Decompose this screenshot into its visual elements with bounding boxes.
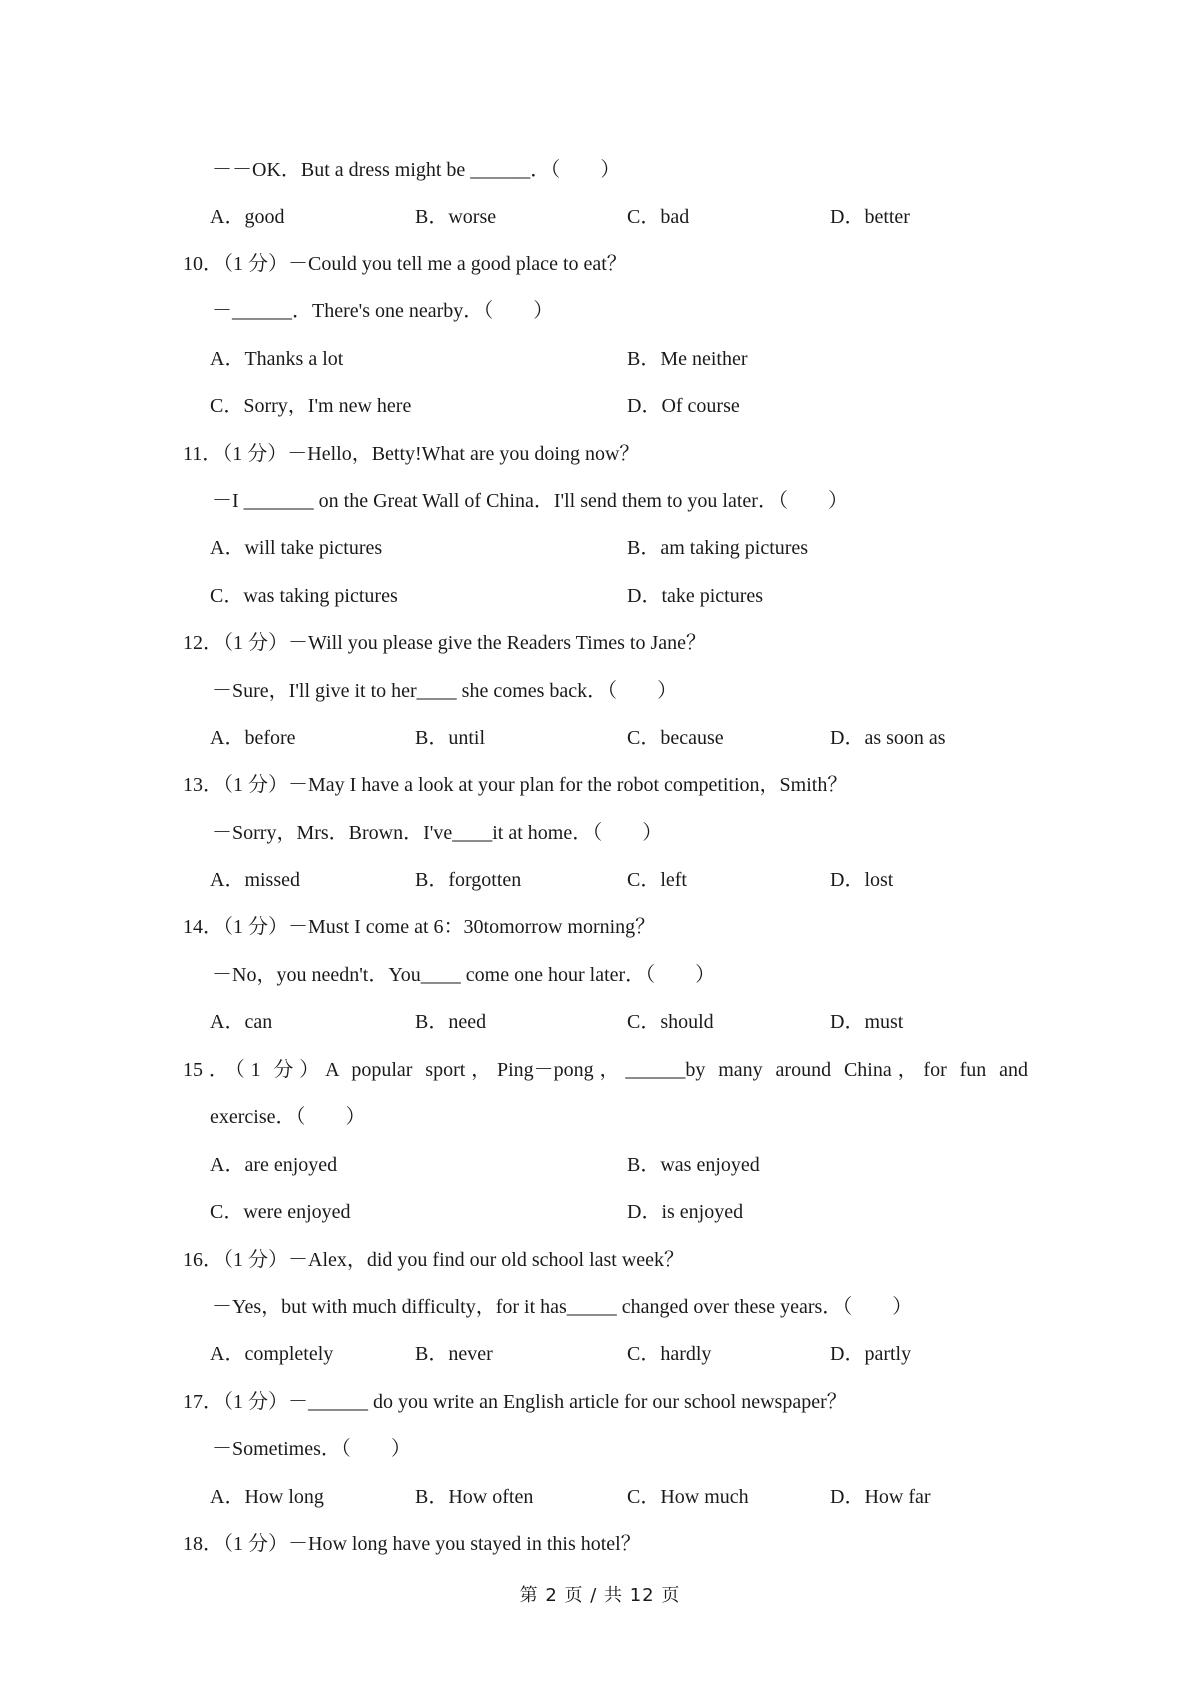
question-15-option-c: C．were enjoyed — [210, 1201, 351, 1223]
question-15-option-a: A．are enjoyed — [210, 1154, 338, 1176]
question-11-option-b: B．am taking pictures — [627, 537, 809, 559]
question-15-option-d: D．is enjoyed — [627, 1201, 744, 1223]
question-12-option-b: B．until — [415, 727, 486, 749]
question-16-option-a: A．completely — [210, 1343, 334, 1365]
question-11-option-c: C．was taking pictures — [210, 585, 398, 607]
option-a: A．good — [210, 206, 285, 228]
question-12-stem: 12．（1 分）－Will you please give the Readers Times to Jane？ — [183, 632, 707, 654]
question-13-stem2: －Sorry，Mrs．Brown．I've____it at home．（ ） — [212, 822, 663, 844]
question-17-option-b: B．How often — [415, 1486, 534, 1508]
question-14-stem: 14．（1 分）－Must I come at 6：30tomorrow morning？ — [183, 916, 656, 938]
question-11-option-d: D．take pictures — [627, 585, 764, 607]
question-18-stem: 18．（1 分）－How long have you stayed in this hotel？ — [183, 1533, 641, 1555]
question-17-option-c: C．How much — [627, 1486, 749, 1508]
question-12-option-a: A．before — [210, 727, 296, 749]
question-13-option-c: C．left — [627, 869, 687, 891]
question-10-stem2: －______．There's one nearby．（ ） — [212, 300, 554, 322]
question-17-option-a: A．How long — [210, 1486, 324, 1508]
question-11-stem2: －I _______ on the Great Wall of China．I'll send them to you later．（ ） — [212, 490, 848, 512]
question-stem-line: －－OK．But a dress might be ______．（ ） — [212, 159, 621, 181]
question-16-option-d: D．partly — [830, 1343, 912, 1365]
question-12-stem2: －Sure，I'll give it to her____ she comes back．（ ） — [212, 680, 678, 702]
question-15-stem: 15．（1 分）A popular sport，Ping－pong，______by many around China，for fun and — [183, 1059, 1028, 1081]
question-12-option-c: C．because — [627, 727, 724, 749]
question-17-stem2: －Sometimes．（ ） — [212, 1438, 411, 1460]
question-10-option-c: C．Sorry，I'm new here — [210, 395, 412, 417]
question-16-option-b: B．never — [415, 1343, 493, 1365]
question-13-stem: 13．（1 分）－May I have a look at your plan for the robot competition，Smith？ — [183, 774, 848, 796]
question-11-stem: 11．（1 分）－Hello，Betty!What are you doing now？ — [183, 443, 640, 465]
question-13-option-a: A．missed — [210, 869, 300, 891]
question-13-option-b: B．forgotten — [415, 869, 522, 891]
question-16-stem2: －Yes，but with much difficulty，for it has_____ changed over these years．（ ） — [212, 1296, 913, 1318]
question-16-stem: 16．（1 分）－Alex，did you find our old school last week？ — [183, 1249, 685, 1271]
question-14-option-c: C．should — [627, 1011, 714, 1033]
question-14-option-b: B．need — [415, 1011, 487, 1033]
question-11-option-a: A．will take pictures — [210, 537, 383, 559]
question-14-stem2: －No，you needn't．You____ come one hour later．（ ） — [212, 964, 716, 986]
option-b: B．worse — [415, 206, 497, 228]
question-16-option-c: C．hardly — [627, 1343, 712, 1365]
question-10-stem: 10．（1 分）－Could you tell me a good place to eat？ — [183, 253, 627, 275]
question-15-option-b: B．was enjoyed — [627, 1154, 760, 1176]
question-12-option-d: D．as soon as — [830, 727, 946, 749]
question-10-option-a: A．Thanks a lot — [210, 348, 344, 370]
question-14-option-a: A．can — [210, 1011, 273, 1033]
question-10-option-b: B．Me neither — [627, 348, 748, 370]
question-13-option-d: D．lost — [830, 869, 894, 891]
question-15-stem2: exercise．（ ） — [210, 1106, 366, 1128]
option-c: C．bad — [627, 206, 690, 228]
option-d: D．better — [830, 206, 910, 228]
question-14-option-d: D．must — [830, 1011, 904, 1033]
question-17-option-d: D．How far — [830, 1486, 931, 1508]
question-10-option-d: D．Of course — [627, 395, 740, 417]
page-footer: 第 2 页 / 共 12 页 — [519, 1585, 681, 1606]
question-17-stem: 17．（1 分）－______ do you write an English article for our school newspaper？ — [183, 1391, 847, 1413]
